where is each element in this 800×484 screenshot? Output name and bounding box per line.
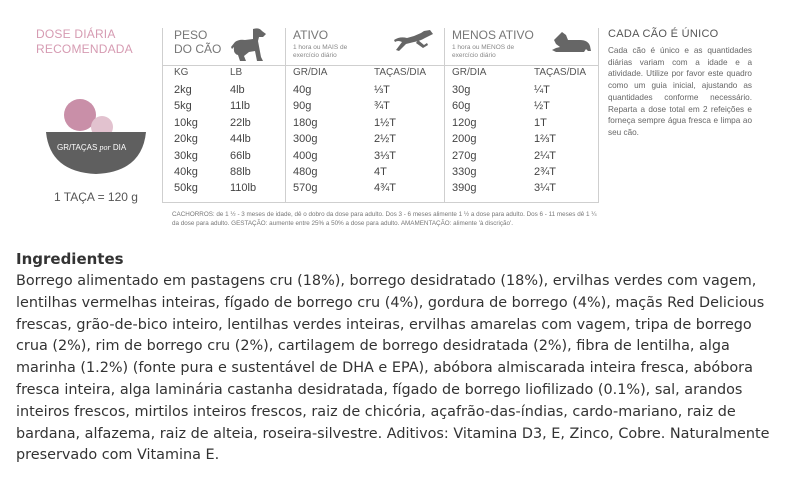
- bowl-illustration: [44, 98, 148, 178]
- column-menos-tacas-values: [534, 82, 556, 197]
- table-cell: 4lb: [230, 84, 245, 96]
- column-kg-values: [174, 82, 198, 197]
- table-cell: 30kg: [174, 149, 198, 162]
- table-cell: 40kg: [174, 166, 198, 179]
- table-cell: 2¾T: [534, 166, 557, 179]
- table-divider-2: [444, 28, 445, 203]
- header-menos: [452, 28, 534, 60]
- column-ativo-gr-values: [293, 82, 317, 197]
- table-cell: 2¼T: [534, 149, 557, 162]
- table-cell: 22lb: [230, 116, 251, 129]
- header-menos-sub2: exercício diário: [452, 52, 496, 59]
- table-border-left: [162, 28, 163, 203]
- table-cell: 60g: [452, 100, 471, 113]
- bowl-label: GR/TAÇAS por DIA: [57, 143, 127, 152]
- table-cell: 4¾T: [374, 182, 397, 195]
- col-menos-gr: GR/DIA: [452, 67, 487, 78]
- table-cell: 5kg: [174, 100, 192, 113]
- table-cell: 30g: [452, 84, 471, 96]
- table-cell: 390g: [452, 182, 477, 195]
- col-menos-tacas: TAÇAS/DIA: [534, 67, 587, 78]
- table-cell: ¾T: [374, 100, 390, 113]
- ingredients-text: Borrego alimentado em pastagens cru (18%), borrego desidratado (18%), ervilhas verdes com vagem, lentilhas vermelhas inteiras, fígado de borrego cru (4%), gordura de borrego (4%), maçãs Red Delicious frescas, grão-de-bico inteiro, lentilhas verdes inteiras, ervilhas amarelas com vagem, tripa de borrego crua (2%), rim de borrego cru (2%), cartilagem de borrego desidratada (2%), fibra de lentilha, alga marinha (1.2%) (fonte pura e sustentável de DHA e EPA), abóbora almiscarada inteira fresca, abóbora fresca inteira, alga laminária castanha desidratada, fígado de borrego liofilizado (0.1%), sal, arandos inteiros frescos, mirtilos inteiros frescos, raiz de chicória, açafrão-das-índias, cardo-mariano, raiz de bardana, alfazema, raiz de alteia, roseira-silvestre. Aditivos: Vitamina D3, E, Zinco, Cobre. Naturalmente preservado com Vitamina E.: [16, 273, 770, 464]
- table-cell: 2½T: [374, 133, 397, 146]
- col-ativo-tacas: TAÇAS/DIA: [374, 67, 427, 78]
- col-ativo-gr: GR/DIA: [293, 67, 328, 78]
- puppy-footnote: CACHORROS: de 1 ½ - 3 meses de idade, dê o dobro da dose para adulto. Dos 3 - 6 meses alimente 1 ½ a dose para adulto. Dos 6 - 11 meses dê 1 ¼ da dose para adulto. GESTAÇÃO: aumente entre 25% a 50% a dose para adulto. AMAMENTAÇÃO: alimente 'à discrição'.: [172, 211, 597, 227]
- table-cell: 270g: [452, 149, 477, 162]
- table-cell: 4T: [374, 166, 387, 179]
- table-cell: ¼T: [534, 84, 550, 96]
- dog-sitting-icon: [229, 27, 269, 63]
- table-cell: 20kg: [174, 133, 198, 146]
- table-cell: 10kg: [174, 116, 198, 129]
- table-cell: 300g: [293, 133, 318, 146]
- column-ativo-tacas-values: [374, 82, 396, 197]
- header-ativo-sub2: exercício diário: [293, 52, 337, 59]
- column-lb-values: [230, 82, 256, 197]
- table-cell: 480g: [293, 166, 318, 179]
- table-cell: 200g: [452, 133, 477, 146]
- table-cell: 2kg: [174, 84, 192, 96]
- header-ativo: [293, 28, 347, 60]
- table-cell: 400g: [293, 149, 318, 162]
- header-peso: [174, 28, 221, 56]
- table-cell: 40g: [293, 84, 312, 96]
- table-cell: 88lb: [230, 166, 251, 179]
- table-cell: ⅓T: [374, 84, 390, 96]
- table-cell: 1⅔T: [534, 133, 557, 146]
- col-lb: LB: [230, 67, 243, 78]
- table-cell: ½T: [534, 100, 550, 113]
- header-menos-sub1: 1 hora ou MENOS de: [452, 44, 515, 51]
- table-cell: 44lb: [230, 133, 251, 146]
- table-cell: 330g: [452, 166, 477, 179]
- dog-lying-icon: [550, 32, 592, 54]
- cup-note: 1 TAÇA = 120 g: [54, 190, 138, 204]
- col-kg: KG: [174, 67, 189, 78]
- bowl-icon: [46, 132, 146, 174]
- dose-title-line2: RECOMENDADA: [36, 42, 133, 56]
- side-text: Cada cão é único e as quantidades diárias variam com a idade e a atividade. Utilize por favor este quadro como um guia inicial, ajustando as quantidades conforme necessário. Reparta a dose total em 2 refeições e forneça sempre água fresca e limpa ao seu cão.: [608, 46, 752, 137]
- ingredients-title: Ingredientes: [16, 250, 124, 268]
- header-peso-line1: PESO: [174, 28, 208, 42]
- table-cell: 180g: [293, 116, 318, 129]
- table-cell: 11lb: [230, 100, 250, 113]
- table-cell: 3⅓T: [374, 149, 397, 162]
- table-cell: 110lb: [230, 182, 257, 195]
- table-cell: 1T: [534, 116, 547, 129]
- table-cell: 570g: [293, 182, 318, 195]
- table-cell: 66lb: [230, 149, 251, 162]
- header-peso-line2: DO CÃO: [174, 42, 222, 56]
- table-cell: 1½T: [374, 116, 397, 129]
- table-cell: 50kg: [174, 182, 198, 195]
- dog-running-icon: [394, 29, 434, 55]
- table-cell: 120g: [452, 116, 477, 129]
- table-cell: 3¼T: [534, 182, 557, 195]
- column-menos-gr-values: [452, 82, 476, 197]
- table-bottom-rule: [162, 202, 599, 203]
- side-title: CADA CÃO É ÚNICO: [608, 28, 719, 40]
- dose-title-line1: DOSE DIÁRIA: [36, 27, 116, 41]
- table-cell: 90g: [293, 100, 312, 113]
- table-header-rule: [162, 65, 599, 66]
- header-ativo-sub1: 1 hora ou MAIS de: [293, 44, 348, 51]
- table-border-right: [598, 28, 599, 203]
- dose-title: [36, 27, 133, 57]
- header-menos-title: MENOS ATIVO: [452, 28, 534, 42]
- header-ativo-title: ATIVO: [293, 28, 329, 42]
- table-divider-1: [285, 28, 286, 203]
